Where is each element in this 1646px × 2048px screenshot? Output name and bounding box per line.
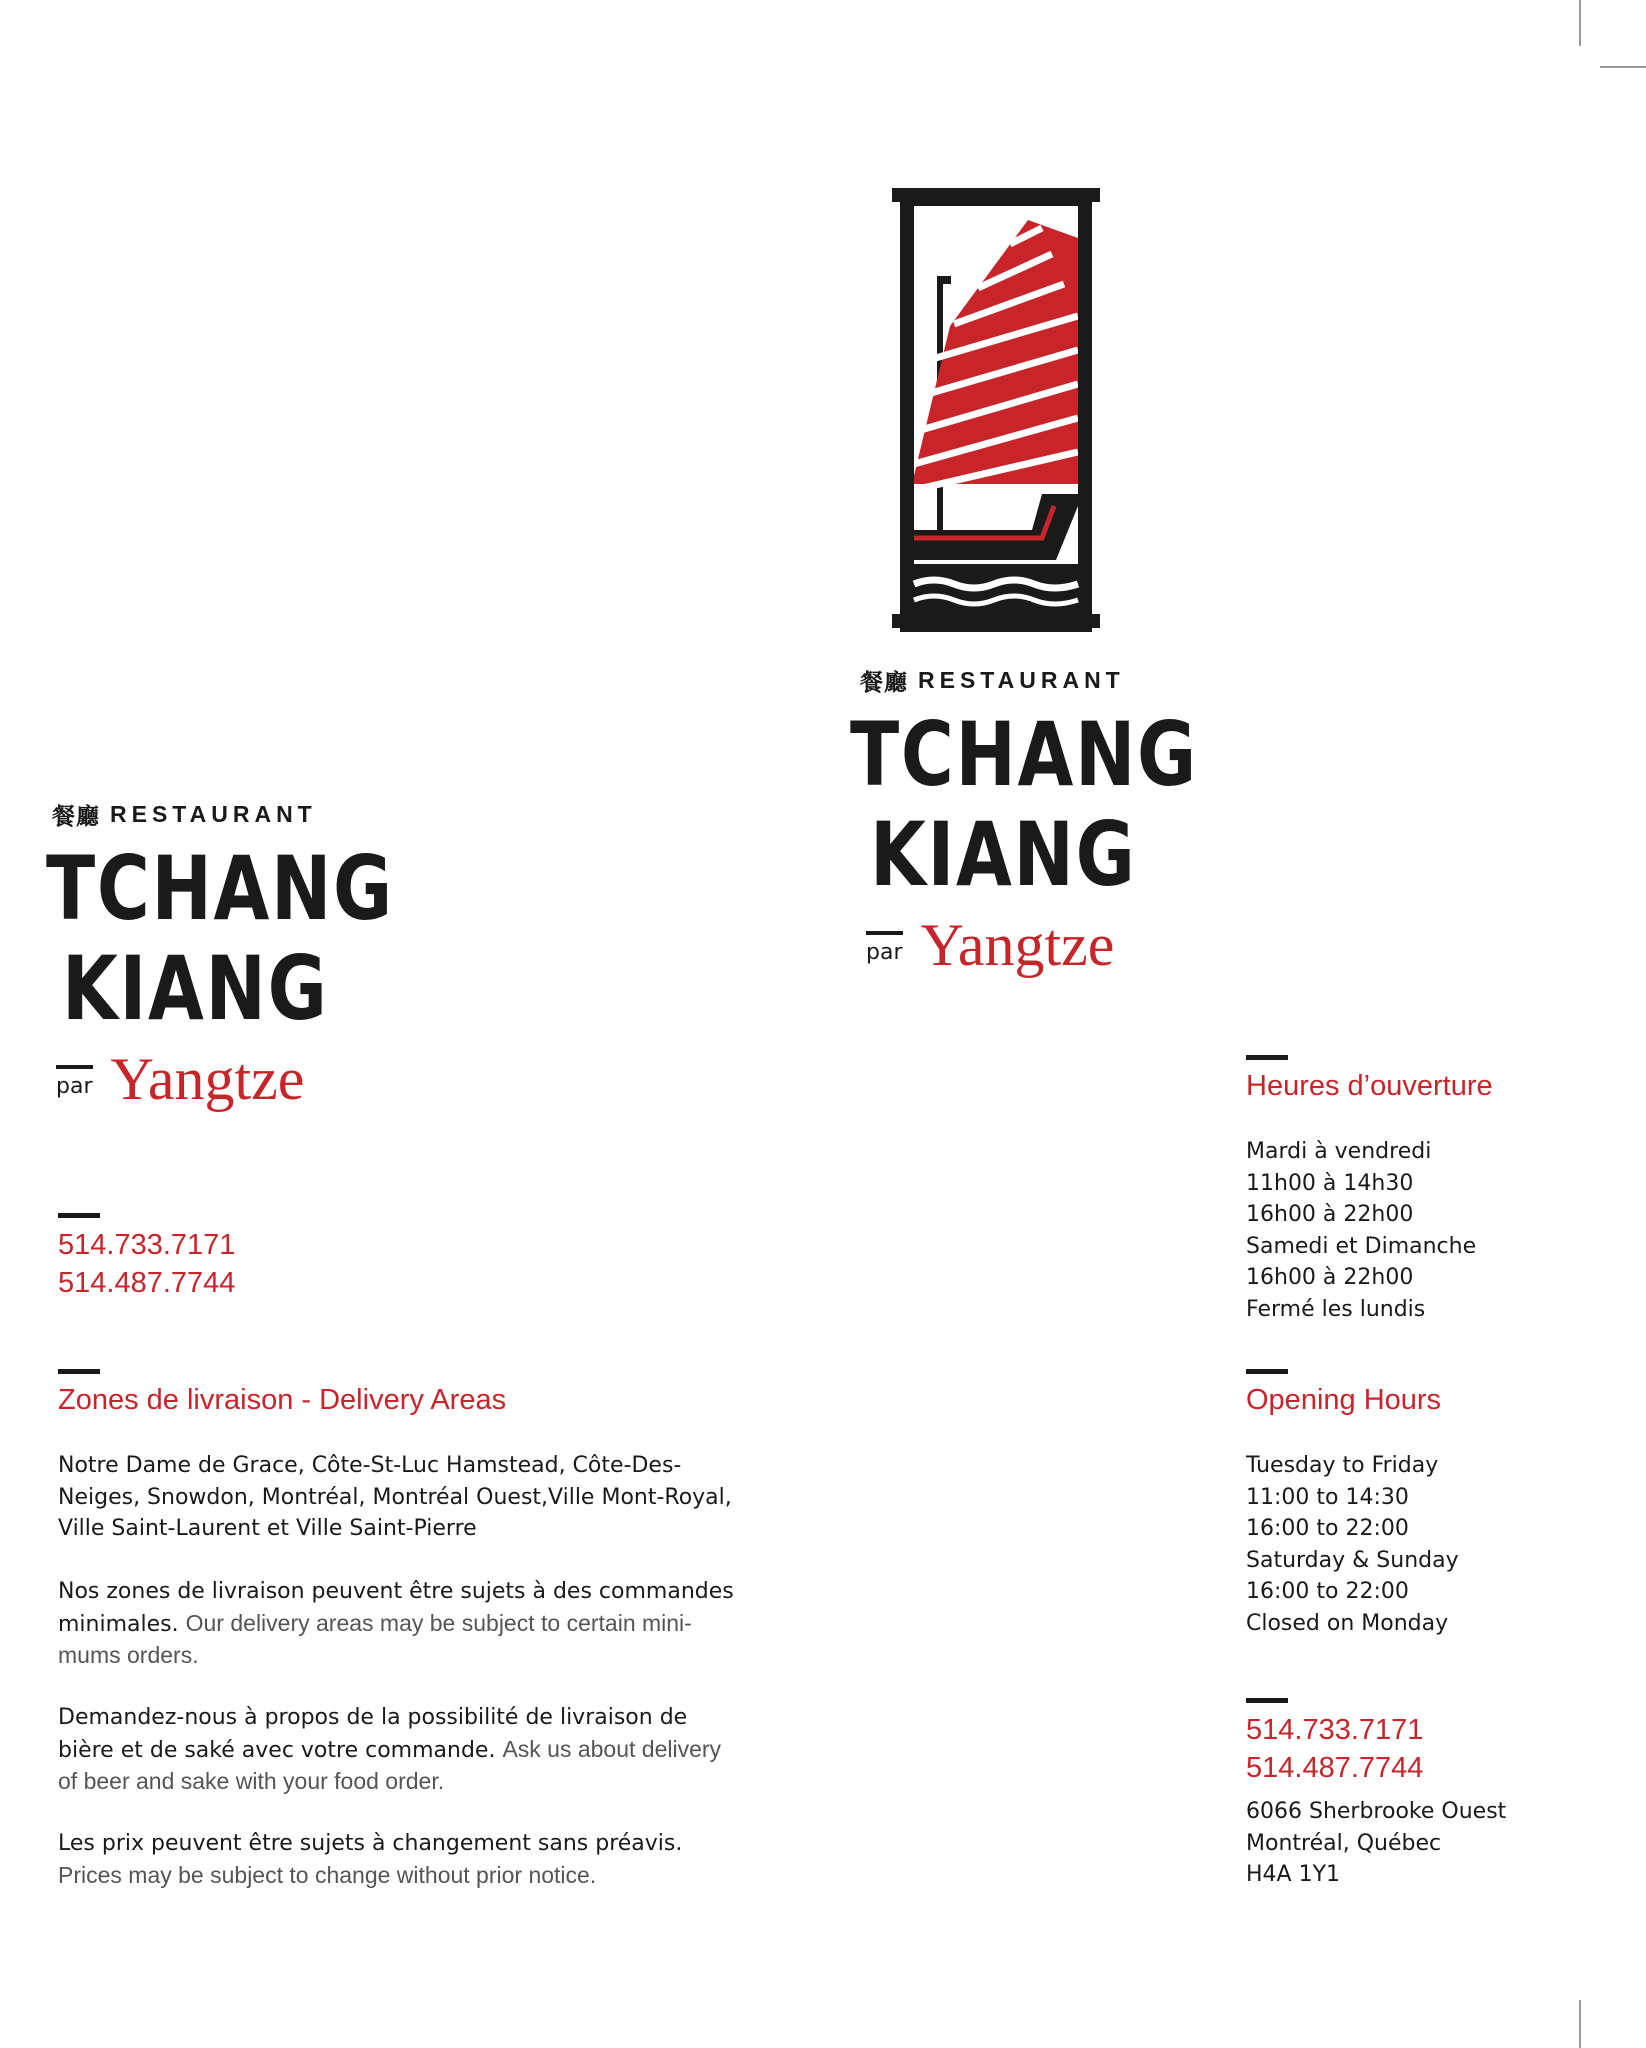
side-logo — [46, 798, 394, 1112]
beer-sake-en-line1: Ask us about delivery — [502, 1735, 722, 1762]
crop-mark-top — [1579, 0, 1581, 46]
hours-en-list — [1246, 1450, 1459, 1639]
beer-sake-note — [58, 1702, 721, 1798]
side-logo-par: par — [56, 1074, 93, 1099]
minimum-orders-fr-line1: Nos zones de livraison peuvent être sujets à des commandes — [58, 1579, 734, 1604]
hours-en-heading: Opening Hours — [1246, 1384, 1442, 1416]
crop-mark-top-right — [1600, 66, 1646, 68]
hours-fr-line: 11h00 à 14h30 — [1246, 1170, 1414, 1196]
address-line: 6066 Sherbrooke Ouest — [1246, 1799, 1507, 1824]
hours-fr-line: 16h00 à 22h00 — [1246, 1202, 1414, 1227]
minimum-orders-note — [58, 1576, 734, 1672]
hours-en-line: 11:00 to 14:30 — [1246, 1484, 1409, 1510]
side-logo-cjk: 餐廳 — [52, 804, 100, 830]
beer-sake-fr-line2: bière et de saké avec votre commande. — [58, 1737, 496, 1763]
prices-fr: Les prix peuvent être sujets à changement sans préavis. — [58, 1831, 683, 1856]
left-phones — [58, 1226, 235, 1302]
hours-en-line: 16:00 to 22:00 — [1246, 1516, 1409, 1541]
delivery-heading: Zones de livraison - Delivery Areas — [58, 1384, 507, 1416]
right-phone-2[interactable]: 514.487.7744 — [1246, 1752, 1424, 1784]
side-logo-yangtze: Yangtze — [110, 1046, 305, 1112]
delivery-dash — [58, 1369, 100, 1374]
address-line: H4A 1Y1 — [1246, 1862, 1341, 1887]
side-logo-name-line2: KIANG — [62, 937, 329, 1040]
hours-fr-list — [1246, 1136, 1476, 1325]
main-logo-cjk: 餐廳 — [860, 670, 908, 696]
main-logo-restaurant: RESTAURANT — [918, 667, 1125, 693]
prices-en: Prices may be subject to change without prior notice. — [58, 1861, 597, 1888]
right-phones — [1246, 1711, 1423, 1787]
hours-fr-heading: Heures d’ouverture — [1246, 1070, 1493, 1102]
beer-sake-fr-line1: Demandez-nous à propos de la possibilité de livraison de — [58, 1705, 688, 1730]
address — [1246, 1796, 1506, 1891]
main-logo-par: par — [866, 940, 903, 965]
side-logo-restaurant: RESTAURANT — [110, 801, 317, 827]
right-phone-1[interactable]: 514.733.7171 — [1246, 1714, 1424, 1746]
delivery-areas-line: Ville Saint-Laurent et Ville Saint-Pierre — [58, 1516, 477, 1541]
left-phone-2[interactable]: 514.487.7744 — [58, 1267, 236, 1299]
minimum-orders-fr-line2: minimales. — [58, 1611, 179, 1637]
delivery-areas — [58, 1450, 732, 1545]
right-phones-dash — [1246, 1698, 1288, 1703]
hours-fr-line: Mardi à vendredi — [1246, 1139, 1432, 1164]
left-phone-1[interactable]: 514.733.7171 — [58, 1229, 236, 1261]
hours-en-line: 16:00 to 22:00 — [1246, 1579, 1409, 1604]
hours-fr-line: Fermé les lundis — [1246, 1296, 1426, 1322]
address-line: Montréal, Québec — [1246, 1830, 1442, 1856]
main-logo-par-line — [866, 912, 1170, 978]
junk-boat-sail-icon — [892, 184, 1100, 636]
hours-fr-line: 16h00 à 22h00 — [1246, 1265, 1414, 1290]
hours-fr-line: Samedi et Dimanche — [1246, 1233, 1477, 1259]
hours-en-line: Tuesday to Friday — [1246, 1453, 1439, 1478]
hours-en-dash — [1246, 1369, 1288, 1374]
prices-note — [58, 1828, 682, 1891]
beer-sake-en-line2: of beer and sake with your food order. — [58, 1768, 445, 1794]
beer-sake-line2 — [58, 1734, 721, 1767]
delivery-areas-line: Notre Dame de Grace, Côte-St-Luc Hamstead, Côte-Des- — [58, 1453, 682, 1478]
delivery-areas-line: Neiges, Snowdon, Montréal, Montréal Ouest,Ville Mont-Royal, — [58, 1484, 732, 1510]
main-logo — [850, 664, 1198, 978]
left-phones-dash — [58, 1213, 100, 1218]
crop-mark-bottom — [1579, 2000, 1581, 2048]
main-logo-name-line1: TCHANG — [850, 703, 1198, 806]
hours-en-line: Saturday & Sunday — [1246, 1547, 1459, 1573]
hours-fr-dash — [1246, 1055, 1288, 1060]
main-logo-name-line2: KIANG — [870, 803, 1137, 906]
minimum-orders-en-line2: mums orders. — [58, 1642, 199, 1668]
side-logo-par-line — [56, 1046, 366, 1112]
side-logo-restaurant-line — [52, 798, 366, 831]
minimum-orders-en-line1: Our delivery areas may be subject to certain mini- — [185, 1609, 692, 1636]
hours-en-line: Closed on Monday — [1246, 1610, 1449, 1636]
main-logo-restaurant-line — [860, 664, 1170, 697]
side-logo-name-line1: TCHANG — [46, 837, 394, 940]
main-logo-yangtze: Yangtze — [920, 912, 1115, 978]
minimum-orders-line2 — [58, 1608, 734, 1641]
